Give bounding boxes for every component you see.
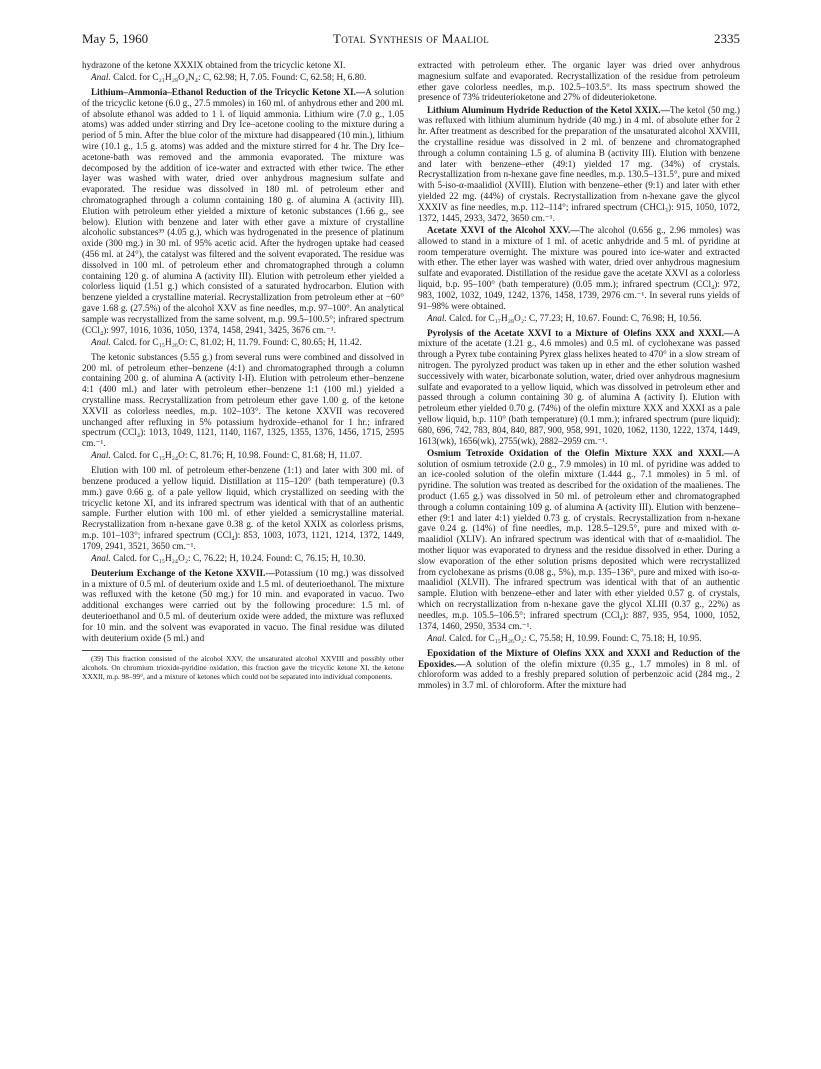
paragraph: The ketonic substances (5.55 g.) from several runs were combined and dissolved in 200 ml. of petroleum ether–benzene (4:1) and chromatographed through a column containing 200 g. of alumina A (activity I-II). Elution with petroleum ether–benzene 4:1 (400 ml.) and later with petroleum ether–benzene 1:1 (100 ml.) yielded a crystalline mass. Recrystallization from petroleum ether gave 1.00 g. of the ketone XXVII as colorless needles, m.p. 102–103°. The ketone XXVII was recovered unchanged after refluxing in 5% potassium hydroxide–ethanol for 1 hr.; infrared spectrum (CCl₄): 1013, 1049, 1121, 1140, 1167, 1325, 1355, 1376, 1456, 1715, 2595 cm.⁻¹. <box>82 352 404 450</box>
analysis-values: Calcd. for C₂₁H₂₈O₄N₄: C, 62.98; H, 7.05. Found: C, 62.58; H, 6.80. <box>110 73 367 84</box>
footnote: (39) This fraction consisted of the alcohol XXV, the unsaturated alcohol XXVIII and possibly other alcohols. On chromium trioxide-pyridine oxidation, this fraction gave the tricyclic ketone XI, the ketone XXXII, m.p. 98–99°, and a mixture of ketones which could not be separated into individual components. <box>82 654 404 682</box>
analysis-label: Anal. <box>427 633 447 644</box>
analysis-values: Calcd. for C₁₅H₂₄O: C, 81.76; H, 10.98. Found: C, 81.68; H, 11.07. <box>110 451 363 462</box>
analysis-line <box>418 634 740 645</box>
paragraph: extracted with petroleum ether. The organic layer was dried over anhydrous magnesium sulfate and evaporated. Recrystallization of the residue from petroleum ether gave colorless needles, m.p. 102.5–103.5°. Its mass spectrum showed the presence of 73% trideuterioketone and 27% of dideuterioketone. <box>418 61 740 104</box>
paragraph: hydrazone of the ketone XXXIX obtained from the tricyclic ketone XI. <box>82 61 346 71</box>
analysis-values: Calcd. for C₁₅H₂₆O: C, 81.02; H, 11.79. Found: C, 80.65; H, 11.42. <box>110 337 362 348</box>
running-header <box>82 31 740 55</box>
experimental-section <box>418 106 740 225</box>
paragraph: Elution with 100 ml. of petroleum ether-benzene (1:1) and later with 300 ml. of benzene produced a yellow liquid. Distillation at 115–120° (bath temperature) (0.3 mm.) gave 0.66 g. of a pale yellow liquid, which crystallized on seeding with the tricyclic ketone XI, and its infrared spectrum was identical with that of an authentic sample. Further elution with 100 ml. of ether yielded a semicrystalline material. Recrystallization from n-hexane gave 0.38 g. of the ketol XXIX as colorless prisms, m.p. 101–103°; infrared spectrum (CCl₄): 853, 1003, 1073, 1121, 1214, 1372, 1449, 1709, 2941, 3521, 3650 cm.⁻¹. <box>82 466 404 552</box>
section-heading: Osmium Tetroxide Oxidation of the Olefin Mixture XXX and XXXI.— <box>427 448 734 459</box>
analysis-line <box>82 73 404 84</box>
section-body: The ketol (50 mg.) was refluxed with lithium aluminum hydride (40 mg.) in 4 ml. of absolute ether for 2 hr. After treatment as described for the preparation of the unsaturated alcohol XXVIII, the crystalline residue was dissolved in 2 ml. of benzene and chromatographed through a column containing 1.5 g. of alumina B (activity III). Elution with benzene and later with benzene–ether (49:1) yielded 17 mg. (34%) of crystals. Recrystallization from n-hexane gave fine needles, m.p. 130.5–131.5°, pure and mixed with 5-iso-α-maalidiol (XVIII). Elution with benzene–ether (9:1) and later with ether yielded 22 mg. (44%) of crystals. Recrystallization from n-hexane gave the glycol XXXIV as fine needles, m.p. 112–114°; infrared spectrum (CHCl₃): 915, 1050, 1072, 1372, 1445, 2933, 3472, 3650 cm.⁻¹. <box>418 105 740 224</box>
analysis-label: Anal. <box>427 313 447 324</box>
experimental-section <box>82 569 404 645</box>
page-number: 2335 <box>714 31 740 46</box>
analysis-label: Anal. <box>91 451 111 462</box>
experimental-section <box>418 329 740 448</box>
header-date: May 5, 1960 <box>82 31 149 46</box>
analysis-label: Anal. <box>91 73 111 84</box>
section-heading: Epoxidation of the Mixture of Olefins XXX and XXXI and Reduction of the Epoxides.— <box>418 648 740 670</box>
section-body: A mixture of the acetate (1.21 g., 4.6 mmoles) and 0.5 ml. of cyclohexane was passed through a Pyrex tube containing Pyrex glass helixes heated to 470° in a slow stream of nitrogen. The pyrolyzed product was taken up in ether and the ether solution washed successively with water, bicarbonate solution, water, dried over anhydrous magnesium sulfate and evaporated to a yellow liquid, which was dissolved in petroleum ether and passed through a column containing 30 g. of alumina A (activity I). Elution with petroleum ether yielded 0.70 g. (74%) of the olefin mixture XXX and XXXI as a pale yellow liquid, b.p. 110° (bath temperature) (0.1 mm.); infrared spectrum (pure liquid): 680, 696, 742, 783, 804, 840, 887, 900, 958, 991, 1020, 1062, 1130, 1222, 1374, 1449, 1613(wk), 1656(wk), 2755(wk), 2882–2959 cm.⁻¹. <box>418 328 740 447</box>
analysis-line <box>418 314 740 325</box>
experimental-section <box>418 449 740 633</box>
experimental-section <box>82 88 404 336</box>
analysis-line <box>82 338 404 349</box>
footnote-rule <box>82 650 172 651</box>
section-body: A solution of the olefin mixture (0.35 g., 1.7 mmoles) in 8 ml. of chloroform was added to a freshly prepared solution of perbenzoic acid (284 mg., 2 mmoles) in 3.7 ml. of chloroform. After the mixture had <box>418 659 740 692</box>
section-body: A solution of the tricyclic ketone (6.0 g., 27.5 mmoles) in 160 ml. of anhydrous ether and 200 ml. of absolute ethanol was added to 1 l. of liquid ammonia. Lithium wire (7.0 g., 1.05 atoms) was added under stirring and Dry Ice–acetone cooling to the mixture during a period of 5 min. After the blue color of the mixture had disappeared (10 min.), lithium wire (10.1 g., 1.5 g. atoms) was added and the mixture stirred for 4 hr. The Dry Ice–acetone-bath was removed and the ammonia evaporated. The mixture was decomposed by the addition of ice-water and extracted with ether twice. The ether layer was washed with water, dried over anhydrous magnesium sulfate and evaporated. The residue was dissolved in 180 ml. of petroleum ether and chromatographed through a column containing 180 g. of alumina A (activity III). Elution with petroleum ether yielded a mixture of ketonic substances (1.66 g., see below). Elution with benzene and later with ether gave a mixture of crystalline alcoholic substances³⁹ (4.05 g.), which was hydrogenated in the presence of platinum oxide (300 mg.) in 30 ml. of 95% acetic acid. After the hydrogen uptake had ceased (456 ml. at 24°), the catalyst was filtered and the solvent evaporated. The residue was dissolved in 100 ml. of petroleum ether and chromatographed through a column containing 120 g. of alumina A (activity III). Elution with petroleum ether yielded a colorless liquid (1.51 g.) which consisted of a saturated hydrocarbon. Elution with benzene yielded a crystalline material. Recrystallization from petroleum ether at −60° gave 1.68 g. (27.5%) of the alcohol XXV as fine needles, m.p. 97–100°. An analytical sample was recrystallized from the same solvent, m.p. 99.5–100.5°; infrared spectrum (CCl₄): 997, 1016, 1036, 1050, 1374, 1458, 2941, 3425, 3676 cm.⁻¹. <box>82 88 404 336</box>
analysis-line <box>82 554 404 565</box>
section-heading: Acetate XXVI of the Alcohol XXV.— <box>427 225 580 236</box>
analysis-values: Calcd. for C₁₅H₂₄O₂: C, 76.22; H, 10.24. Found: C, 76.15; H, 10.30. <box>110 554 366 565</box>
right-column <box>418 61 740 693</box>
section-body: Potassium (10 mg.) was dissolved in a mixture of 0.5 ml. of deuterium oxide and 1.5 ml. of deuterioethanol. The mixture was refluxed with the ketone (50 mg.) for 10 min. and evaporated in vacuo. Two additional exchanges were carried out by the following procedure: 1.5 ml. of deuterioethanol and 0.5 ml. of deuterium oxide were added, the mixture was refluxed for 10 min. and the solvent was evaporated in vacuo. The final residue was diluted with deuterium oxide (5 ml.) and <box>82 568 404 644</box>
experimental-section <box>418 226 740 312</box>
experimental-section <box>418 649 740 692</box>
section-heading: Pyrolysis of the Acetate XXVI to a Mixture of Olefins XXX and XXXI.— <box>427 328 734 339</box>
section-heading: Lithium–Ammonia–Ethanol Reduction of the Tricyclic Ketone XI.— <box>91 88 366 99</box>
analysis-label: Anal. <box>91 554 111 565</box>
section-heading: Lithium Aluminum Hydride Reduction of the Ketol XXIX.— <box>427 105 670 116</box>
header-title: Total Synthesis of Maaliol <box>332 31 490 46</box>
left-column <box>82 61 404 683</box>
section-heading: Deuterium Exchange of the Ketone XXVII.— <box>91 568 275 579</box>
analysis-values: Calcd. for C₁₅H₂₆O₂: C, 75.58; H, 10.99. Found: C, 75.18; H, 10.95. <box>446 633 702 644</box>
analysis-line <box>82 451 404 462</box>
section-body: The alcohol (0.656 g., 2.96 mmoles) was allowed to stand in a mixture of 1 ml. of acetic anhydride and 5 ml. of pyridine at room temperature overnight. The mixture was poured into ice-water and extracted with ether. The ether layer was washed with water, dried over anhydrous magnesium sulfate and evaporated. Distillation of the residue gave the acetate XXVI as a colorless liquid, b.p. 95–100° (bath temperature) (0.05 mm.); infrared spectrum (CCl₄): 972, 983, 1002, 1032, 1049, 1242, 1376, 1458, 1739, 2976 cm.⁻¹. In several runs yields of 91–98% were obtained. <box>418 225 740 312</box>
analysis-label: Anal. <box>91 337 111 348</box>
analysis-values: Calcd. for C₁₇H₂₈O₂: C, 77.23; H, 10.67. Found: C, 76.98; H, 10.56. <box>446 313 702 324</box>
section-body: A solution of osmium tetroxide (2.0 g., 7.9 mmoles) in 10 ml. of pyridine was added to an ice-cooled solution of the olefin mixture (1.444 g., 7.1 mmoles) in 5 ml. of pyridine. The solution was treated as described for the oxidation of the maalienes. The product (1.65 g.) was dissolved in 50 ml. of petroleum ether and chromatographed through a column containing 109 g. of alumina A (activity III). Elution with benzene–ether (9:1 and later 4:1) yielded 0.73 g. of crystals. Recrystallization from n-hexane gave 0.24 g. (14%) of fine needles, m.p. 128.5–129.5°, pure and mixed with α-maalidiol (XLIV). An infrared spectrum was identical with that of α-maalidiol. The mother liquor was evaporated to dryness and the residue dissolved in ether. During a slow evaporation of the ether solution prisms deposited which were recrystallized from cyclohexane as prisms (0.08 g., 5%), m.p. 135–136°, pure and mixed with iso-α-maalidiol (XLVII). The infrared spectrum was identical with that of an authentic sample. Elution with benzene–ether and later with ether yielded 0.57 g. of crystals, which on recrystallization from n-hexane gave the glycol XLIII (0.37 g., 22%) as needles, m.p. 105.5–106.5°; infrared spectrum (CCl₄): 887, 935, 954, 1000, 1052, 1374, 1460, 2950, 3534 cm.⁻¹. <box>418 448 740 632</box>
